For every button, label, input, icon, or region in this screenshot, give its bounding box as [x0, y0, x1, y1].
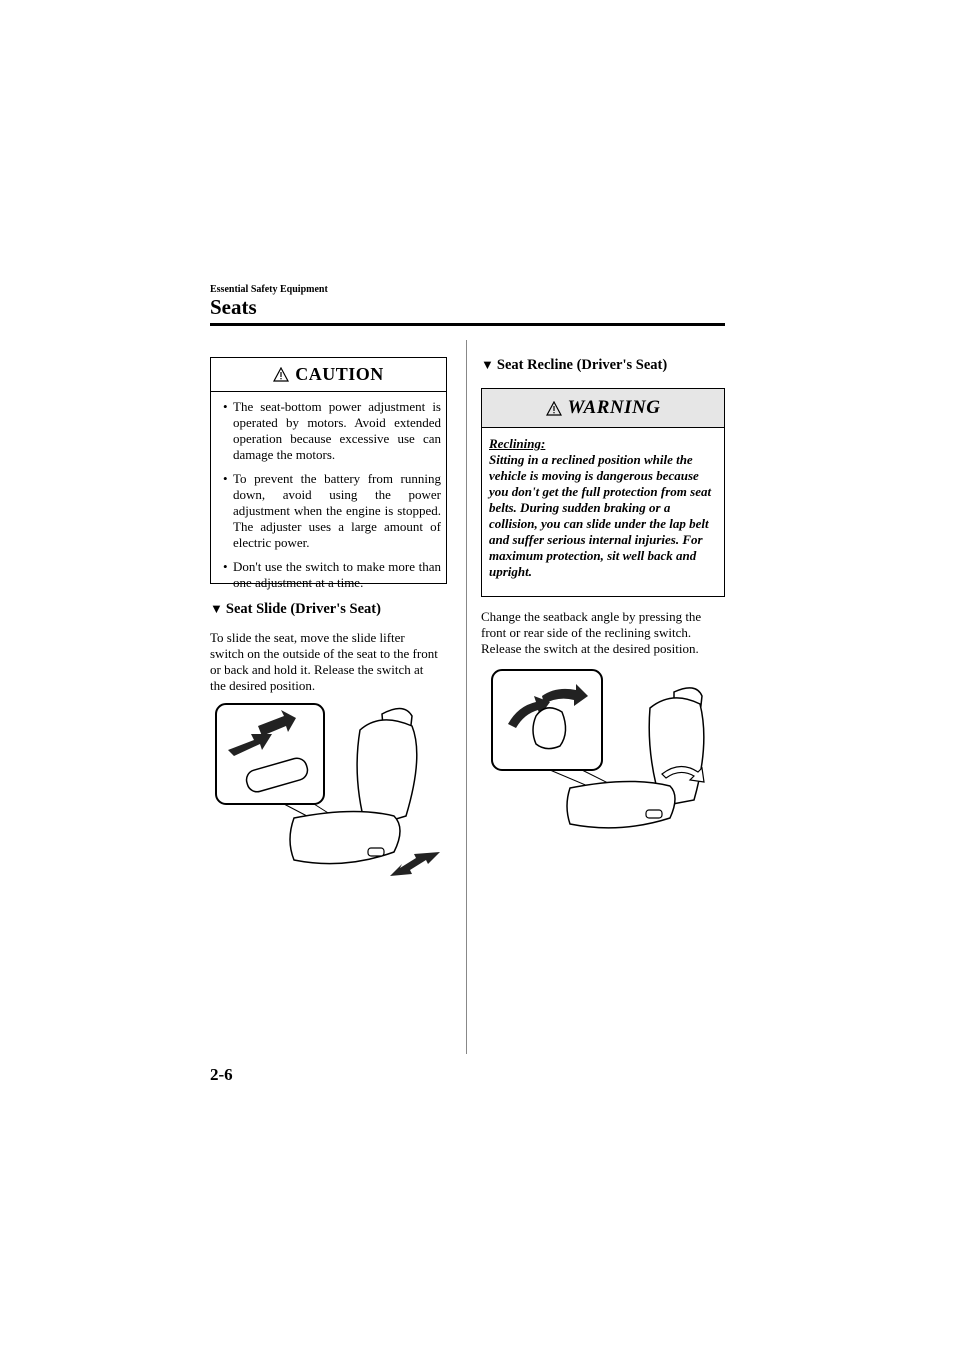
- seat-slide-heading: ▼ Seat Slide (Driver's Seat): [210, 601, 381, 617]
- caution-list: [211, 392, 446, 591]
- warning-triangle-icon: [546, 401, 562, 416]
- title-rule: [210, 323, 725, 326]
- caution-item: • Don't use the switch to make more than one adjustment at a time.: [223, 559, 441, 590]
- seat-slide-text: To slide the seat, move the slide lifter switch on the outside of the seat to the front or back and hold it. Release the switch at the desired position.: [210, 630, 438, 693]
- heading-marker: ▼: [481, 357, 494, 372]
- page-title: Seats: [210, 295, 257, 319]
- warning-text: Sitting in a reclined position while the vehicle is moving is dangerous because you don't get the full protection from seat belts. During sudden braking or a collision, you can slide under the lap belt and suffer serious internal injuries. For maximum protection, sit well back and upright.: [489, 452, 712, 579]
- warning-subtitle: Reclining:: [489, 436, 546, 451]
- warning-title: WARNING: [567, 397, 661, 418]
- page-number: 2-6: [210, 1065, 233, 1084]
- caution-header: [211, 358, 446, 392]
- caution-item: • The seat-bottom power adjustment is operated by motors. Avoid extended operation because excessive use can damage the motors.: [223, 399, 441, 462]
- seat-slide-illustration: [214, 700, 446, 878]
- heading-marker: ▼: [210, 601, 223, 616]
- seat-recline-heading: ▼ Seat Recline (Driver's Seat): [481, 357, 668, 373]
- section-label: Essential Safety Equipment: [210, 284, 328, 295]
- caution-item: • To prevent the battery from running down, avoid using the power adjustment when the engine is stopped. The adjuster uses a large amount of electric power.: [223, 471, 441, 550]
- seat-recline-text: Change the seatback angle by pressing the front or rear side of the reclining switch. Release the switch at the desired position.: [481, 609, 702, 656]
- warning-header: [482, 389, 724, 428]
- warning-box: [481, 388, 725, 597]
- warning-triangle-icon: [273, 367, 289, 382]
- column-divider: [466, 340, 467, 1054]
- seat-recline-illustration: [490, 668, 722, 846]
- caution-title: CAUTION: [295, 364, 384, 384]
- warning-body: [482, 428, 724, 580]
- caution-box: [210, 357, 447, 590]
